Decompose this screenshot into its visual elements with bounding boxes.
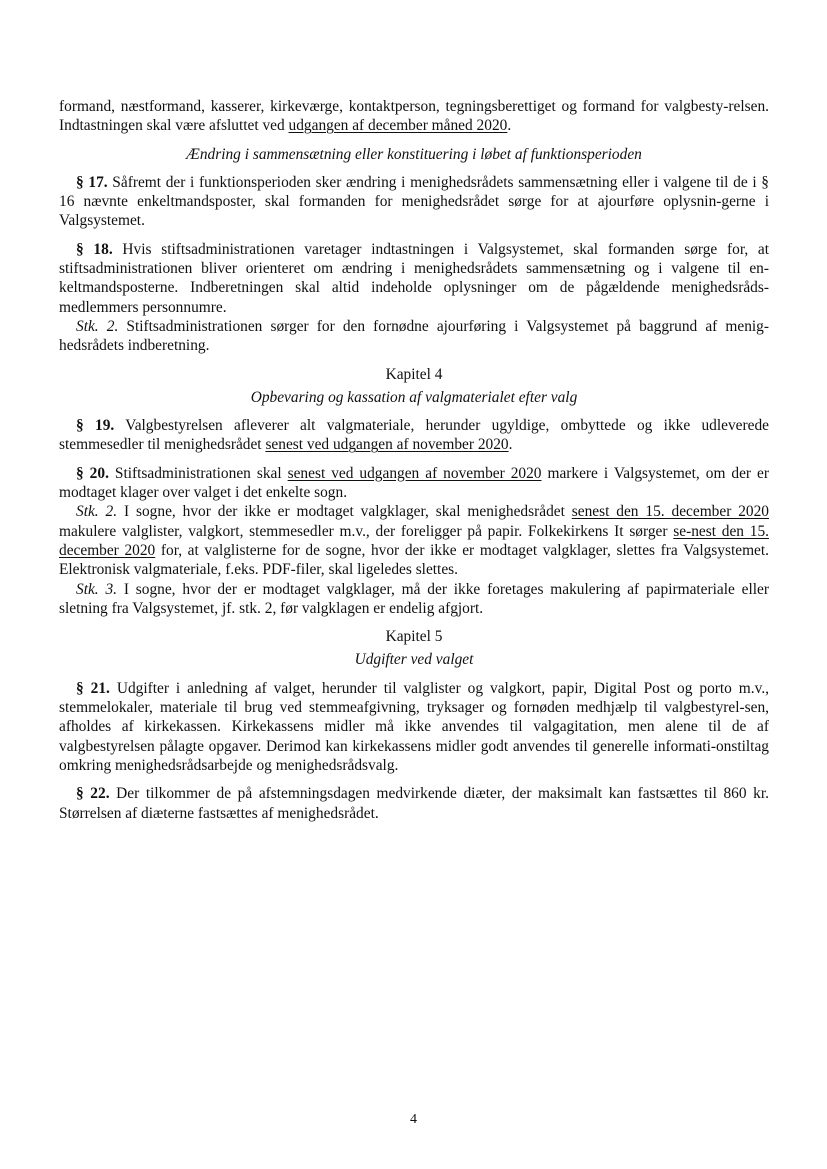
paragraph-text: Valgbestyrelsen afleverer alt valgmateriale, herunder ugyldige, ombyttede og ikke udleverede stemmesedler til menighedsrådet bbox=[59, 417, 769, 454]
stk-text: for, at valglisterne for de sogne, hvor der ikke er modtaget valgklager, slettes fra Valgsystemet. Elektronisk valgmateriale, f.eks. PDF-filer, skal ligeledes slettes. bbox=[59, 541, 769, 579]
paragraph-number: § 22. bbox=[76, 785, 110, 803]
paragraph-text: Hvis stiftsadministrationen varetager indtastningen i Valgsystemet, skal formanden sørge for, at stiftsadministrationen bliver orienteret om ændring i menighedsrådets sammensætning og i valgene til en-keltmandsposterne. Indberetningen skal altid indeholde oplysninger om de pågældende menighedsråds-medlemmers personnumre. bbox=[59, 240, 770, 316]
document-page bbox=[59, 97, 769, 832]
deadline-november: senest ved udgangen af november 2020 bbox=[265, 436, 509, 454]
stk-text: I sogne, hvor der ikke er modtaget valgklager, skal menighedsrådet bbox=[117, 503, 572, 521]
deadline-november: senest ved udgangen af november 2020 bbox=[287, 464, 542, 482]
chapter-title: Udgifter ved valget bbox=[354, 651, 474, 669]
section-heading: Ændring i sammensætning eller konstituering i løbet af funktionsperioden bbox=[186, 145, 642, 163]
paragraph-18-stk-2 bbox=[59, 317, 769, 356]
chapter-label: Kapitel 4 bbox=[385, 365, 443, 383]
paragraph-text: Udgifter i anledning af valget, herunder til valglister og valgkort, papir, Digital Post og porto m.v., stemmelokaler, materiale til brug ved stemmeafgivning, tryksager og fornøden medhjælp til valgbestyrel-sen, afholdes af kirkekassen. Kirkekassens midler må ikke anvendes til valgagitation, men alene til de af valgbestyrelsen pålagte opgaver. Derimod kan kirkekassens midler godt anvendes til generelle informati-onstiltag omkring menighedsrådsarbejde og menighedsrådsvalg. bbox=[59, 679, 770, 774]
paragraph-text-end: . bbox=[508, 436, 513, 454]
paragraph-20 bbox=[59, 464, 769, 503]
paragraph-text: Stiftsadministrationen skal bbox=[108, 464, 288, 482]
intro-paragraph bbox=[59, 97, 769, 136]
paragraph-number: § 21. bbox=[76, 679, 110, 697]
paragraph-number: § 17. bbox=[76, 173, 108, 191]
paragraph-20-stk-3 bbox=[59, 580, 769, 619]
paragraph-number: § 18. bbox=[76, 240, 113, 258]
chapter-title: Opbevaring og kassation af valgmaterialet efter valg bbox=[250, 388, 578, 406]
paragraph-17 bbox=[59, 173, 769, 231]
deadline-december-15: se-nest den 15. december 2020 bbox=[59, 522, 769, 559]
page-number: 4 bbox=[410, 1112, 417, 1127]
paragraph-20-stk-2 bbox=[59, 502, 769, 579]
stk-text: I sogne, hvor der er modtaget valgklager, må der ikke foretages makulering af papirmateriale eller sletning fra Valgsystemet, jf. stk. 2, før valgklagen er endelig afgjort. bbox=[59, 580, 769, 617]
paragraph-22 bbox=[59, 784, 769, 823]
stk-label: Stk. 3. bbox=[76, 580, 118, 598]
paragraph-21 bbox=[59, 679, 769, 775]
intro-text-end: . bbox=[507, 117, 512, 135]
deadline-december-15: senest den 15. december 2020 bbox=[571, 503, 769, 521]
paragraph-number: § 19. bbox=[76, 417, 115, 435]
stk-text: Stiftsadministrationen sørger for den fornødne ajourføring i Valgsystemet på baggrund af menig-hedsrådets indberetning. bbox=[59, 317, 769, 355]
stk-label: Stk. 2. bbox=[76, 503, 118, 521]
stk-text: makulere valglister, valgkort, stemmesedler m.v., der foreligger på papir. Folkekirkens It sørger bbox=[59, 522, 674, 540]
chapter-label: Kapitel 5 bbox=[385, 628, 443, 646]
deadline-december: udgangen af december måned 2020 bbox=[288, 117, 508, 135]
intro-text: formand, næstformand, kasserer, kirkeværge, kontaktperson, tegningsberettiget og formand for valgbesty-relsen. Indtastningen skal være afsluttet ved bbox=[59, 98, 769, 135]
paragraph-19 bbox=[59, 416, 769, 455]
stk-label: Stk. 2. bbox=[76, 317, 119, 335]
paragraph-18 bbox=[59, 240, 769, 317]
paragraph-number: § 20. bbox=[76, 464, 109, 482]
paragraph-text-end: markere i Valgsystemet, om der er modtaget klager over valget i det enkelte sogn. bbox=[59, 464, 769, 502]
paragraph-text: Der tilkommer de på afstemningsdagen medvirkende diæter, der maksimalt kan fastsættes til 860 kr. Størrelsen af diæterne fastsættes af menighedsrådet. bbox=[59, 785, 769, 822]
paragraph-text: Såfremt der i funktionsperioden sker ændring i menighedsrådets sammensætning eller i valgene til de i § 16 nævnte enkeltmandsposter, skal formanden for menighedsrådet sørge for at ajourføre oplysnin-gerne i Valgsystemet. bbox=[59, 173, 769, 230]
